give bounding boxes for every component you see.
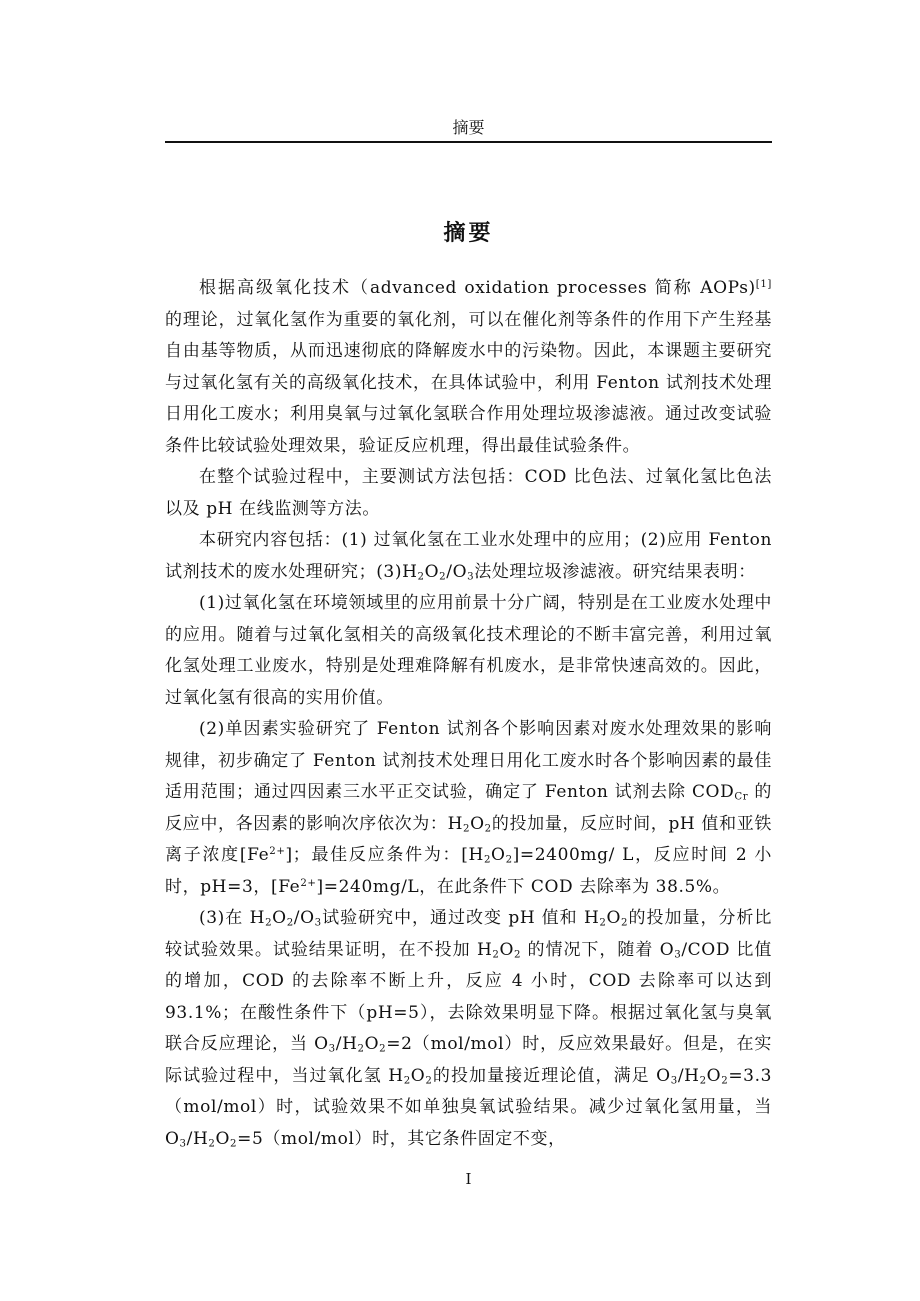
- subscript: 2: [492, 949, 500, 961]
- subscript: 2: [230, 1138, 238, 1150]
- paragraph: (3)在 $H_2O_2/O_3$试验研究中，通过改变 pH 值和 $H_2O_2$的投加量，分析比较试验效果。试验结果证明，在不投加 $H_2O_2$ 的情况下，随着 $O_3$/COD 比值的增加，COD 的去除率不断上升，反应 4 小时，COD 去除率可以达到 93.1%；在酸性条件下（pH=5），去除效果明显下降。根据过氧化氢与臭氧联合反应理论，当 $O_3/H_2O_2=2(mol/mol)$时，反应效果最好。但是，在实际试验过程中，当过氧化氢 $H_2O_2$的投加量接近理论值，满足 $O_3/H_2O_2=3.3(mol/mol)$时，试验效果不如单独臭氧试验结果。减少过氧化氢用量，当 $O_3/H_2O_2=5(mol/mol)$时，其它条件固定不变，: [165, 908, 772, 1150]
- paragraph: 本研究内容包括：(1) 过氧化氢在工业水处理中的应用；(2)应用 Fenton 试剂技术的废水处理研究；$(3)H_2O_2/O_3$法处理垃圾渗滤液。研究结果表明：: [165, 530, 772, 583]
- subscript: 3: [674, 949, 682, 961]
- subscript: 2: [286, 917, 294, 929]
- subscript: 2: [463, 823, 471, 835]
- subscript: 2: [208, 1138, 216, 1150]
- subscript: 2: [484, 823, 492, 835]
- abstract-body: [165, 273, 772, 1155]
- subscript: 2: [721, 1075, 729, 1087]
- paragraph: (1)过氧化氢在环境领域里的应用前景十分广阔，特别是在工业废水处理中的应用。随着与过氧化氢相关的高级氧化技术理论的不断丰富完善，利用过氧化氢处理工业废水，特别是处理难降解有机废水，是非常快速高效的。因此，过氧化氢有很高的实用价值。: [165, 593, 772, 708]
- superscript: [1]: [755, 278, 772, 290]
- subscript: Cr: [734, 791, 749, 803]
- page-number: I: [465, 1170, 472, 1188]
- superscript: 2+: [269, 845, 286, 857]
- subscript: 2: [599, 917, 607, 929]
- paragraph: 在整个试验过程中，主要测试方法包括：COD 比色法、过氧化氢比色法以及 pH 在线监测等方法。: [165, 467, 772, 519]
- subscript: 2: [621, 917, 629, 929]
- subscript: 2: [514, 949, 522, 961]
- subscript: 3: [670, 1075, 678, 1087]
- running-header: 摘要: [452, 118, 485, 137]
- paragraph: (2)单因素实验研究了 Fenton 试剂各个影响因素对废水处理效果的影响规律，初步确定了 Fenton 试剂技术处理日用化工废水时各个影响因素的最佳适用范围；通过四因素三水平正交试验，确定了 Fenton 试剂去除 $COD_{Cr}$ 的反应中，各因素的影响次序依次为：$H_2O_2$的投加量，反应时间，pH 值和亚铁离子浓度$[Fe^{2+}]$；最佳反应条件为：$[H_2O_2]=2400mg/$ L，反应时间 2 小时，pH=3，$[Fe^{2+}]=240mg/L$，在此条件下 COD 去除率为 38.5%。: [165, 719, 773, 897]
- subscript: 2: [699, 1075, 707, 1087]
- subscript: 2: [403, 1075, 411, 1087]
- superscript: 2+: [300, 877, 317, 889]
- subscript: 2: [357, 1043, 365, 1055]
- subscript: 3: [467, 571, 475, 583]
- subscript: 3: [179, 1138, 187, 1150]
- subscript: 2: [417, 571, 425, 583]
- paragraph: 根据高级氧化技术（advanced oxidation processes 简称 AOPs)[1] 的理论，过氧化氢作为重要的氧化剂，可以在催化剂等条件的作用下产生羟基自由基等物质，从而迅速彻底的降解废水中的污染物。因此，本课题主要研究与过氧化氢有关的高级氧化技术，在具体试验中，利用 Fenton 试剂技术处理日用化工废水；利用臭氧与过氧化氢联合作用处理垃圾渗滤液。通过改变试验条件比较试验处理效果，验证反应机理，得出最佳试验条件。: [165, 278, 772, 456]
- subscript: 2: [425, 1075, 433, 1087]
- subscript: 2: [483, 854, 492, 866]
- subscript: 2: [505, 854, 513, 866]
- header-rule: [165, 141, 772, 143]
- subscript: 2: [379, 1043, 387, 1055]
- subscript: 3: [328, 1043, 336, 1055]
- page-title: 摘要: [443, 219, 494, 246]
- subscript: 2: [265, 917, 273, 929]
- subscript: 3: [314, 917, 322, 929]
- subscript: 2: [439, 571, 447, 583]
